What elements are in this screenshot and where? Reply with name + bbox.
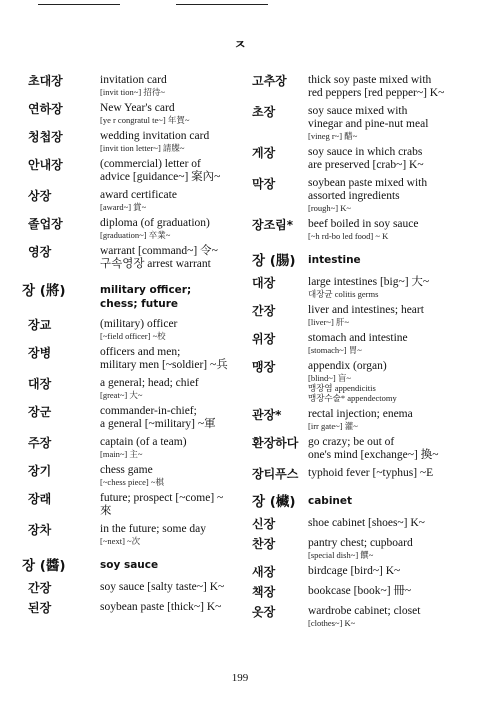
left-column [22,74,232,621]
entry-headword: 상장 [28,189,52,203]
entry-etymology: [~h rd-bo led food] ~ K [308,231,389,241]
entry-definition: invitation card [100,74,167,86]
entry-definition: stomach and intestine [308,332,408,344]
entry-headword: 옷장 [252,605,276,619]
root-entry [22,283,232,311]
dictionary-entry [252,146,472,172]
entry-definition: diploma (of graduation) [100,217,210,229]
entry-body [308,146,472,172]
entry-definition: chess game [100,464,153,476]
dictionary-entry [252,105,472,141]
entry-body [100,601,232,614]
dictionary-entry [252,605,472,628]
entry-definition: appendix (organ) [308,360,387,372]
entry-etymology: [vineg r~] 醋~ [308,131,358,141]
entry-etymology: [graduation~] 卒業~ [100,230,171,240]
root-headword: 장 (欌) [252,494,296,510]
entry-definition: are preserved [crab~] K~ [308,159,424,171]
root-headword: 장 (醬) [22,558,66,574]
entry-body [100,189,232,212]
dictionary-entry [22,377,232,400]
dictionary-entry [252,360,472,403]
dictionary-entry [252,276,472,299]
entry-etymology: [~next] ~次 [100,536,141,546]
root-sense [100,558,232,572]
entry-headword: 찬장 [252,537,276,551]
entry-etymology: [main~] 主~ [100,449,143,459]
root-sense-line: intestine [308,254,361,266]
entry-definition: military men [~soldier] ~兵 [100,359,228,371]
entry-etymology: [stomach~] 胃~ [308,345,362,355]
dictionary-entry [22,523,232,546]
entry-definition: soybean paste mixed with [308,177,428,189]
entry-body [308,436,472,462]
entry-definition: vinegar and pine-nut meal [308,118,429,130]
entry-definition: soy sauce [salty taste~] K~ [100,581,225,593]
root-sense-line: soy sauce [100,559,159,571]
entry-body [100,217,232,240]
dictionary-entry [22,318,232,341]
entry-definition: bookcase [book~] 冊~ [308,585,412,597]
dictionary-entry [22,245,232,271]
entry-definition: officers and men; [100,346,181,358]
entry-etymology: [blind~] 盲~ [308,373,351,383]
entry-etymology: [special dish~] 饌~ [308,550,374,560]
entry-headword: 새장 [252,565,276,579]
entry-headword: 게장 [252,146,276,160]
entry-definition: advice [guidance~] 案內~ [100,171,221,183]
entry-headword: 된장 [28,601,52,615]
entry-definition: large intestines [big~] 大~ [308,276,430,288]
dictionary-entry [22,581,232,596]
root-sense-line: chess; future [100,298,179,310]
top-rule-left [38,4,120,5]
dictionary-entry [252,177,472,213]
entry-definition: award certificate [100,189,177,201]
dictionary-entry [22,217,232,240]
entry-body [308,74,472,100]
entry-definition: captain (of a team) [100,436,187,448]
entry-headword: 장래 [28,492,52,506]
entry-etymology: 대장균 colitis germs [308,289,379,299]
entry-headword: 간장 [252,304,276,318]
entry-definition: New Year's card [100,102,175,114]
entry-body [100,377,232,400]
entry-etymology: [rough~] K~ [308,203,351,213]
entry-definition: (commercial) letter of [100,158,201,170]
entry-headword: 영장 [28,245,52,259]
root-sense [100,283,232,311]
entry-definition: rectal injection; enema [308,408,413,420]
entry-headword: 장차 [28,523,52,537]
entry-definition: red peppers [red pepper~] K~ [308,87,445,99]
entry-definition: thick soy paste mixed with [308,74,432,86]
entry-headword: 장군 [28,405,52,419]
dictionary-entry [22,464,232,487]
entry-definition: pantry chest; cupboard [308,537,413,549]
entry-etymology: [ye r congratul te~] 年賀~ [100,115,190,125]
entry-body [100,523,232,546]
root-sense [308,494,472,508]
entry-headword: 신장 [252,517,276,531]
right-column [252,74,472,633]
entry-definition: wedding invitation card [100,130,210,142]
root-sense-line: military officer; [100,284,192,296]
entry-definition: soy sauce in which crabs [308,146,423,158]
dictionary-entry [22,405,232,431]
entry-definition: warrant [command~] 令~ [100,245,218,257]
root-headword: 장 (腸) [252,253,296,269]
entry-headword: 초대장 [28,74,63,88]
dictionary-entry [22,74,232,97]
dictionary-entry [22,601,232,616]
entry-body [100,102,232,125]
entry-body [100,436,232,459]
entry-headword: 관장* [252,408,282,422]
dictionary-entry [252,537,472,560]
dictionary-entry [252,332,472,355]
entry-etymology: [irr gate~] 灌~ [308,421,358,431]
entry-headword: 장병 [28,346,52,360]
entry-etymology: [clothes~] K~ [308,618,356,628]
entry-definition: typhoid fever [~typhus] ~E [308,467,434,479]
entry-definition: a general [~military] ~軍 [100,418,216,430]
entry-definition: 구속영장 arrest warrant [100,258,211,270]
dictionary-entry [252,74,472,100]
dictionary-entry [252,565,472,580]
entry-headword: 장기 [28,464,52,478]
entry-headword: 청첩장 [28,130,63,144]
entry-definition: in the future; some day [100,523,207,535]
dictionary-entry [22,189,232,212]
dictionary-entry [22,346,232,372]
entry-body [308,105,472,141]
entry-body [308,467,472,480]
dictionary-entry [252,517,472,532]
entry-headword: 장교 [28,318,52,332]
root-headword: 장 (將) [22,283,66,299]
entry-headword: 막장 [252,177,276,191]
dictionary-entry [252,304,472,327]
dictionary-entry [252,408,472,431]
entry-definition: assorted ingredients [308,190,400,202]
root-sense-line: cabinet [308,495,353,507]
entry-etymology: [~chess piece] ~棋 [100,477,164,487]
entry-etymology: [award~] 賞~ [100,202,147,212]
dictionary-entry [22,130,232,153]
entry-body [308,177,472,213]
entry-etymology: 맹장수술* appendectomy [308,393,397,403]
entry-body [100,492,232,518]
entry-body [308,332,472,355]
entry-body [308,565,472,578]
entry-body [100,464,232,487]
entry-body [308,537,472,560]
entry-definition: go crazy; be out of [308,436,395,448]
entry-body [100,130,232,153]
entry-body [308,218,472,241]
entry-etymology: [~field officer] ~校 [100,331,166,341]
entry-definition: future; prospect [~come] ~來 [100,492,224,517]
entry-definition: soybean paste [thick~] K~ [100,601,222,613]
entry-headword: 맹장 [252,360,276,374]
entry-body [100,74,232,97]
page-number: 199 [231,672,249,684]
entry-headword: 장조림* [252,218,294,232]
entry-body [100,318,232,341]
entry-headword: 위장 [252,332,276,346]
entry-body [308,585,472,598]
entry-definition: beef boiled in soy sauce [308,218,419,230]
entry-headword: 환장하다 [252,436,299,450]
entry-definition: commander-in-chief; [100,405,197,417]
dictionary-entry [252,467,472,482]
entry-body [308,408,472,431]
entry-body [100,346,232,372]
dictionary-entry [22,102,232,125]
entry-headword: 장티푸스 [252,467,299,481]
entry-definition: (military) officer [100,318,178,330]
entry-body [100,405,232,431]
dictionary-entry [22,158,232,184]
entry-headword: 연하장 [28,102,63,116]
entry-etymology: [invit tion letter~] 請牒~ [100,143,185,153]
entry-headword: 대장 [28,377,52,391]
top-rule-right [176,4,268,5]
root-entry [252,253,472,269]
entry-headword: 고추장 [252,74,287,88]
entry-headword: 초장 [252,105,276,119]
entry-body [308,276,472,299]
entry-definition: birdcage [bird~] K~ [308,565,401,577]
entry-etymology: [invit tion~] 招待~ [100,87,165,97]
entry-body [308,360,472,403]
entry-body [100,245,232,271]
entry-definition: liver and intestines; heart [308,304,424,316]
entry-body [308,517,472,530]
entry-definition: a general; head; chief [100,377,199,389]
entry-headword: 주장 [28,436,52,450]
entry-headword: 졸업장 [28,217,63,231]
entry-etymology: 맹장염 appendicitis [308,383,376,393]
dictionary-entry [22,436,232,459]
entry-headword: 책장 [252,585,276,599]
entry-headword: 안내장 [28,158,63,172]
entry-definition: wardrobe cabinet; closet [308,605,421,617]
root-entry [252,494,472,510]
dictionary-entry [252,436,472,462]
section-header: ㅈ [233,38,247,53]
entry-definition: shoe cabinet [shoes~] K~ [308,517,425,529]
entry-etymology: [liver~] 肝~ [308,317,350,327]
entry-headword: 대장 [252,276,276,290]
entry-definition: soy sauce mixed with [308,105,408,117]
entry-etymology: [great~] 大~ [100,390,143,400]
entry-body [308,304,472,327]
root-sense [308,253,472,267]
dictionary-entry [252,585,472,600]
entry-definition: one's mind [exchange~] 換~ [308,449,439,461]
dictionary-entry [22,492,232,518]
entry-body [100,581,232,594]
entry-body [100,158,232,184]
entry-body [308,605,472,628]
root-entry [22,558,232,574]
entry-headword: 간장 [28,581,52,595]
dictionary-entry [252,218,472,241]
